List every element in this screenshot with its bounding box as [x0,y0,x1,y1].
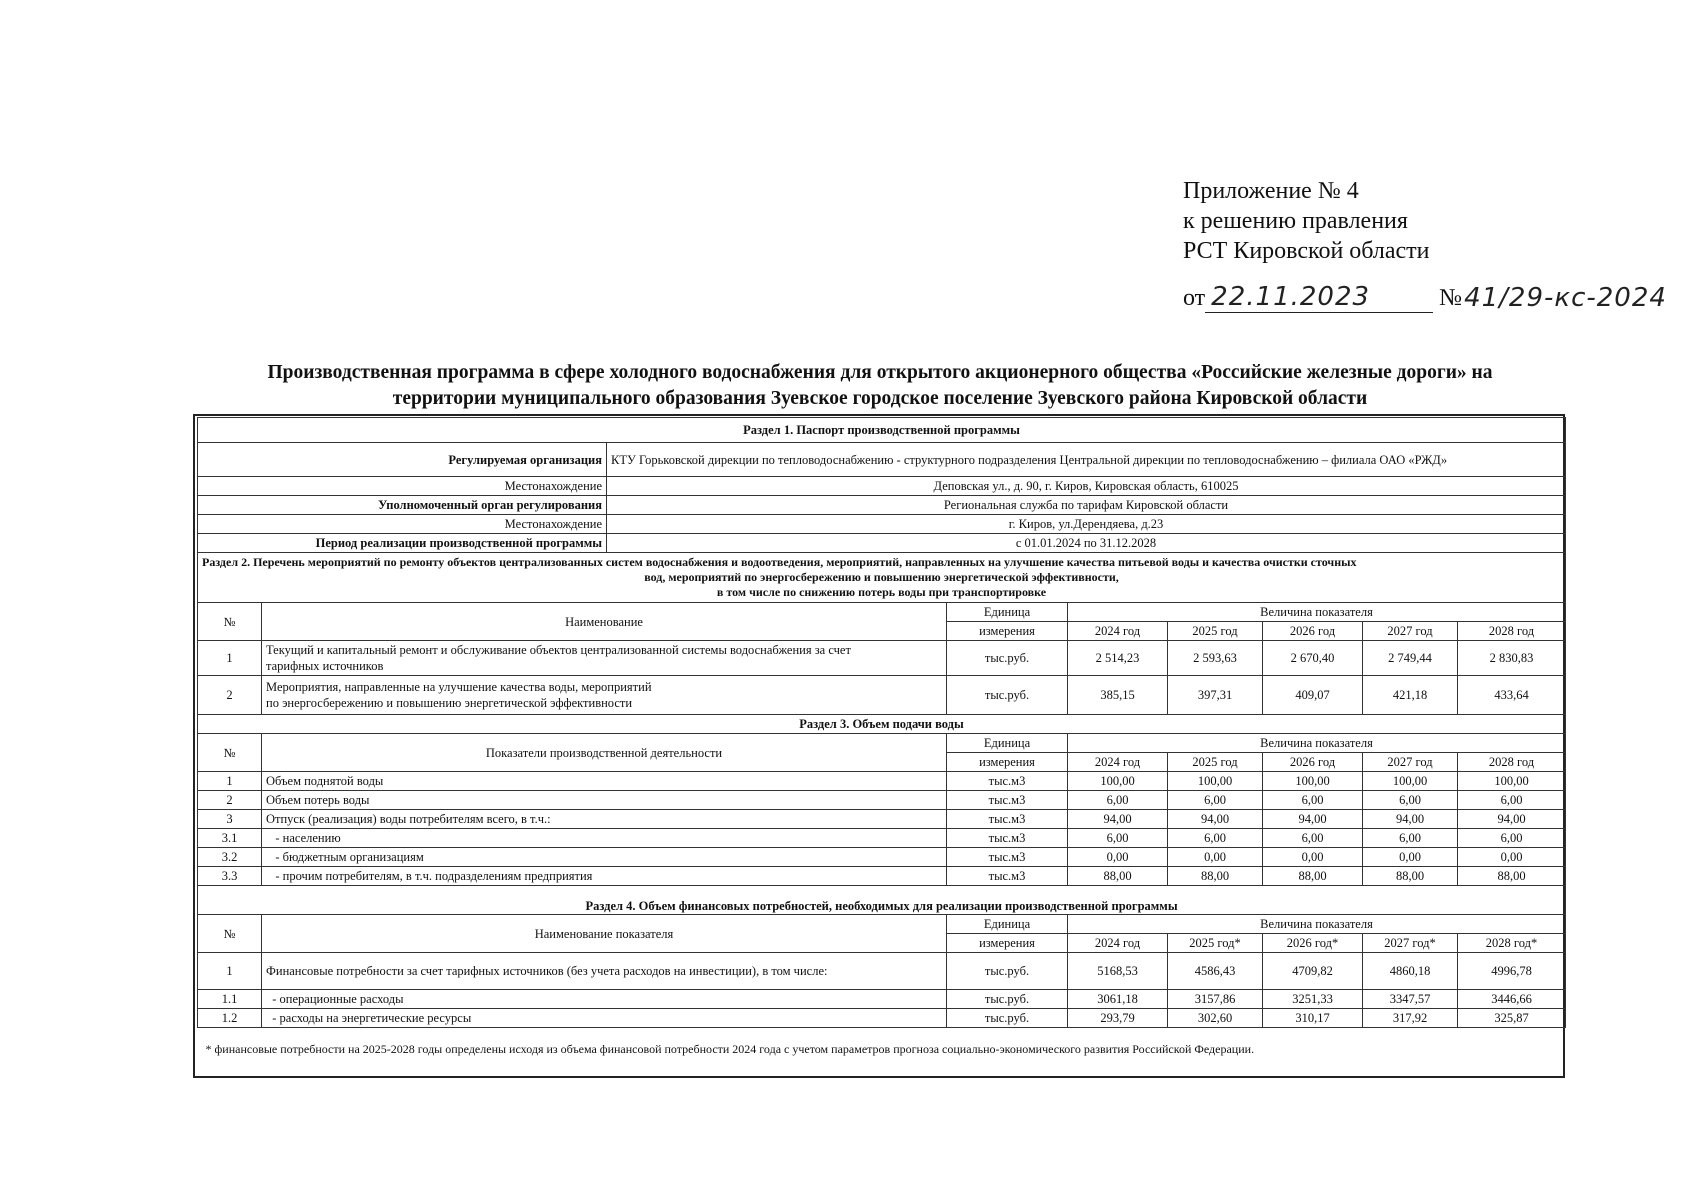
year-header: 2024 год [1068,622,1168,641]
row-value: 88,00 [1168,867,1263,886]
section2-heading-row [198,553,1566,603]
row-name: Финансовые потребности за счет тарифных источников (без учета расходов на инвестиции), в том числе: [262,953,947,990]
row-value: 409,07 [1263,676,1363,715]
row-value: 88,00 [1068,867,1168,886]
row-value: 6,00 [1458,791,1566,810]
row-number: 3.3 [198,867,262,886]
row-value: 94,00 [1168,810,1263,829]
col-no-header: № [198,603,262,641]
year-header: 2028 год [1458,753,1566,772]
row-name: Отпуск (реализация) воды потребителям всего, в т.ч.: [262,810,947,829]
row-name: Объем поднятой воды [262,772,947,791]
col-unit-header-line-1: Единица [947,603,1068,622]
passport-value: с 01.01.2024 по 31.12.2028 [607,534,1566,553]
row-unit: тыс.руб. [947,990,1068,1009]
row-value: 397,31 [1168,676,1263,715]
year-header: 2027 год* [1363,934,1458,953]
row-value: 4860,18 [1363,953,1458,990]
row-name [262,641,947,676]
row-number: 3.1 [198,829,262,848]
row-value: 4709,82 [1263,953,1363,990]
section4-header-row [198,915,1566,934]
year-header: 2025 год* [1168,934,1263,953]
section2-heading-line-3: в том числе по снижению потерь воды при транспортировке [716,585,1047,599]
table-row [198,676,1566,715]
table-row [198,791,1566,810]
row-value: 3251,33 [1263,990,1363,1009]
section2-heading-line-1: Раздел 2. Перечень мероприятий по ремонту объектов централизованных систем водоснабжения и водоотведения, мероприятий, направленных на улучшение качества питьевой воды и качества очистки сточных [202,555,1357,569]
year-header: 2028 год [1458,622,1566,641]
row-value: 6,00 [1363,829,1458,848]
row-value: 100,00 [1168,772,1263,791]
from-label: от [1183,285,1206,311]
row-value: 3347,57 [1363,990,1458,1009]
section4-heading-row [198,886,1566,915]
year-header: 2027 год [1363,622,1458,641]
row-value: 94,00 [1363,810,1458,829]
col-name-header: Наименование показателя [262,915,947,953]
row-value: 4586,43 [1168,953,1263,990]
row-value: 433,64 [1458,676,1566,715]
col-value-header: Величина показателя [1068,915,1566,934]
section2-heading-line-2: вод, мероприятий по энергосбережению и повышению энергетической эффективности, [644,570,1119,584]
row-value: 6,00 [1068,791,1168,810]
year-header: 2027 год [1363,753,1458,772]
row-name-line-2: тарифных источников [266,659,384,673]
row-unit: тыс.руб. [947,953,1068,990]
year-header: 2026 год* [1263,934,1363,953]
col-unit-header-line-2: измерения [947,622,1068,641]
table-row [198,772,1566,791]
row-value: 5168,53 [1068,953,1168,990]
document-title [160,360,1600,412]
section4-heading: Раздел 4. Объем финансовых потребностей, необходимых для реализации производственной программы [198,886,1566,915]
row-unit: тыс.м3 [947,829,1068,848]
row-value: 6,00 [1068,829,1168,848]
row-unit: тыс.м3 [947,867,1068,886]
col-unit-header-line-1: Единица [947,915,1068,934]
appendix-ref: к решению правления [1183,208,1408,234]
table-row [198,867,1566,886]
row-name [262,676,947,715]
row-name-line-1: Текущий и капитальный ремонт и обслуживание объектов централизованной системы водоснабжения за счет [266,643,851,657]
row-value: 88,00 [1458,867,1566,886]
row-unit: тыс.м3 [947,810,1068,829]
row-unit: тыс.руб. [947,676,1068,715]
section3-header-row [198,734,1566,753]
table-row [198,1009,1566,1028]
row-value: 6,00 [1458,829,1566,848]
row-value: 6,00 [1263,829,1363,848]
row-value: 421,18 [1363,676,1458,715]
row-name: - бюджетным организациям [262,848,947,867]
table-row [198,810,1566,829]
row-value: 310,17 [1263,1009,1363,1028]
section1-heading-row [198,418,1566,443]
row-number: 1 [198,641,262,676]
number-label: № [1439,285,1463,311]
passport-label: Местонахождение [198,515,607,534]
row-number: 1 [198,772,262,791]
row-number: 1.1 [198,990,262,1009]
row-name: - операционные расходы [262,990,947,1009]
row-value: 2 830,83 [1458,641,1566,676]
table-row [198,953,1566,990]
row-value: 100,00 [1363,772,1458,791]
row-value: 6,00 [1168,791,1263,810]
title-line-1: Производственная программа в сфере холодного водоснабжения для открытого акционерного общества «Российские железные дороги» на [267,362,1493,383]
section3-heading-row [198,715,1566,734]
table-row [198,990,1566,1009]
year-header: 2025 год [1168,622,1263,641]
row-value: 100,00 [1263,772,1363,791]
row-number: 2 [198,791,262,810]
col-unit-header-line-2: измерения [947,753,1068,772]
section3-heading: Раздел 3. Объем подачи воды [198,715,1566,734]
passport-label: Уполномоченный орган регулирования [198,496,607,515]
row-value: 0,00 [1363,848,1458,867]
col-unit-header-line-2: измерения [947,934,1068,953]
row-name-line-1: Мероприятия, направленные на улучшение качества воды, мероприятий [266,680,652,694]
row-value: 3061,18 [1068,990,1168,1009]
row-unit: тыс.м3 [947,772,1068,791]
decision-date: 22.11.2023 [1205,282,1433,313]
row-number: 3.2 [198,848,262,867]
passport-row [198,515,1566,534]
row-value: 293,79 [1068,1009,1168,1028]
passport-row [198,477,1566,496]
footnote-row [198,1028,1566,1071]
row-name: - прочим потребителям, в т.ч. подразделениям предприятия [262,867,947,886]
row-value: 0,00 [1068,848,1168,867]
row-value: 385,15 [1068,676,1168,715]
row-value: 6,00 [1263,791,1363,810]
table-row [198,848,1566,867]
passport-row [198,534,1566,553]
row-number: 2 [198,676,262,715]
row-value: 94,00 [1263,810,1363,829]
row-value: 94,00 [1068,810,1168,829]
passport-value: г. Киров, ул.Дерендяева, д.23 [607,515,1566,534]
col-no-header: № [198,915,262,953]
table-row [198,641,1566,676]
passport-row [198,496,1566,515]
row-value: 2 593,63 [1168,641,1263,676]
row-value: 3157,86 [1168,990,1263,1009]
year-header: 2024 год [1068,934,1168,953]
col-name-header: Наименование [262,603,947,641]
passport-label: Местонахождение [198,477,607,496]
col-value-header: Величина показателя [1068,603,1566,622]
row-value: 2 670,40 [1263,641,1363,676]
row-name: Объем потерь воды [262,791,947,810]
passport-value: Деповская ул., д. 90, г. Киров, Кировская область, 610025 [607,477,1566,496]
section1-heading: Раздел 1. Паспорт производственной программы [198,418,1566,443]
row-value: 88,00 [1363,867,1458,886]
row-value: 3446,66 [1458,990,1566,1009]
section2-header-row [198,603,1566,622]
passport-value: КТУ Горьковской дирекции по тепловодоснабжению - структурного подразделения Центральной дирекции по тепловодоснабжению – филиала ОАО «РЖД» [607,443,1566,477]
col-name-header: Показатели производственной деятельности [262,734,947,772]
row-value: 325,87 [1458,1009,1566,1028]
passport-value: Региональная служба по тарифам Кировской области [607,496,1566,515]
year-header: 2025 год [1168,753,1263,772]
row-value: 6,00 [1363,791,1458,810]
row-value: 0,00 [1168,848,1263,867]
year-header: 2024 год [1068,753,1168,772]
table-row [198,829,1566,848]
row-value: 94,00 [1458,810,1566,829]
row-number: 1 [198,953,262,990]
row-value: 88,00 [1263,867,1363,886]
row-value: 0,00 [1458,848,1566,867]
row-name: - расходы на энергетические ресурсы [262,1009,947,1028]
col-value-header: Величина показателя [1068,734,1566,753]
row-value: 2 514,23 [1068,641,1168,676]
row-name-line-2: по энергосбережению и повышению энергетической эффективности [266,696,633,710]
decision-signature-line [1183,282,1667,313]
appendix-authority: РСТ Кировской области [1183,238,1430,264]
passport-label: Регулируемая организация [198,443,607,477]
row-value: 6,00 [1168,829,1263,848]
row-value: 302,60 [1168,1009,1263,1028]
row-value: 4996,78 [1458,953,1566,990]
decision-number: 41/29-кс-2024 [1464,283,1667,313]
row-unit: тыс.руб. [947,1009,1068,1028]
row-number: 3 [198,810,262,829]
appendix-number: Приложение № 4 [1183,178,1359,204]
row-unit: тыс.м3 [947,791,1068,810]
appendix-block [1183,176,1667,313]
row-unit: тыс.руб. [947,641,1068,676]
col-unit-header-line-1: Единица [947,734,1068,753]
year-header: 2026 год [1263,622,1363,641]
footnote: * финансовые потребности на 2025-2028 годы определены исходя из объема финансовой потребности 2024 года с учетом параметров прогноза социально-экономического развития Российской Федерации. [198,1028,1566,1071]
passport-label: Период реализации производственной программы [198,534,607,553]
row-value: 0,00 [1263,848,1363,867]
col-no-header: № [198,734,262,772]
row-value: 2 749,44 [1363,641,1458,676]
row-unit: тыс.м3 [947,848,1068,867]
section2-heading [198,553,1566,603]
title-line-2: территории муниципального образования Зуевское городское поселение Зуевского района Кировской области [392,388,1368,409]
passport-row [198,443,1566,477]
row-number: 1.2 [198,1009,262,1028]
program-table [197,417,1566,1070]
year-header: 2026 год [1263,753,1363,772]
year-header: 2028 год* [1458,934,1566,953]
row-name: - населению [262,829,947,848]
row-value: 317,92 [1363,1009,1458,1028]
row-value: 100,00 [1458,772,1566,791]
row-value: 100,00 [1068,772,1168,791]
